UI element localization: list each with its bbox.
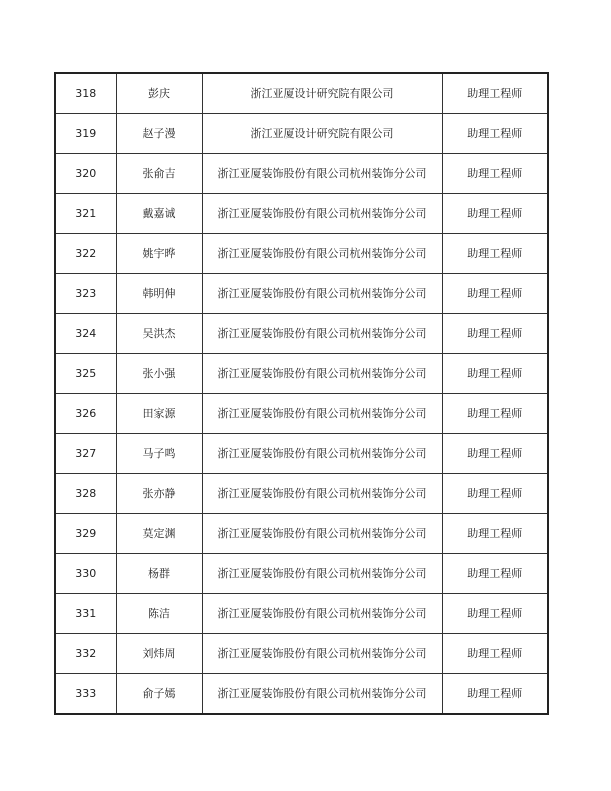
- title-cell: 助理工程师: [442, 674, 548, 715]
- table-row: [55, 114, 548, 154]
- row-number-cell: 320: [55, 154, 116, 194]
- name-cell: 吴洪杰: [116, 314, 202, 354]
- personnel-table: [54, 72, 549, 715]
- title-cell: 助理工程师: [442, 594, 548, 634]
- table-row: [55, 514, 548, 554]
- company-cell: 浙江亚厦设计研究院有限公司: [202, 114, 442, 154]
- company-cell: 浙江亚厦装饰股份有限公司杭州装饰分公司: [202, 674, 442, 715]
- row-number-cell: 326: [55, 394, 116, 434]
- company-cell: 浙江亚厦装饰股份有限公司杭州装饰分公司: [202, 314, 442, 354]
- company-cell: 浙江亚厦装饰股份有限公司杭州装饰分公司: [202, 594, 442, 634]
- company-cell: 浙江亚厦设计研究院有限公司: [202, 73, 442, 114]
- title-cell: 助理工程师: [442, 114, 548, 154]
- row-number-cell: 332: [55, 634, 116, 674]
- title-cell: 助理工程师: [442, 514, 548, 554]
- name-cell: 彭庆: [116, 73, 202, 114]
- company-cell: 浙江亚厦装饰股份有限公司杭州装饰分公司: [202, 634, 442, 674]
- title-cell: 助理工程师: [442, 274, 548, 314]
- name-cell: 莫定渊: [116, 514, 202, 554]
- name-cell: 田家源: [116, 394, 202, 434]
- company-cell: 浙江亚厦装饰股份有限公司杭州装饰分公司: [202, 554, 442, 594]
- table-row: [55, 434, 548, 474]
- name-cell: 韩明伸: [116, 274, 202, 314]
- name-cell: 张亦静: [116, 474, 202, 514]
- name-cell: 张俞吉: [116, 154, 202, 194]
- name-cell: 戴嘉诚: [116, 194, 202, 234]
- row-number-cell: 321: [55, 194, 116, 234]
- title-cell: 助理工程师: [442, 474, 548, 514]
- table-row: [55, 154, 548, 194]
- table-row: [55, 594, 548, 634]
- table-row: [55, 314, 548, 354]
- company-cell: 浙江亚厦装饰股份有限公司杭州装饰分公司: [202, 234, 442, 274]
- name-cell: 刘炜周: [116, 634, 202, 674]
- table-row: [55, 394, 548, 434]
- row-number-cell: 318: [55, 73, 116, 114]
- name-cell: 姚宇晔: [116, 234, 202, 274]
- title-cell: 助理工程师: [442, 73, 548, 114]
- row-number-cell: 327: [55, 434, 116, 474]
- title-cell: 助理工程师: [442, 154, 548, 194]
- row-number-cell: 331: [55, 594, 116, 634]
- title-cell: 助理工程师: [442, 354, 548, 394]
- name-cell: 马子鸣: [116, 434, 202, 474]
- row-number-cell: 333: [55, 674, 116, 715]
- name-cell: 陈洁: [116, 594, 202, 634]
- row-number-cell: 319: [55, 114, 116, 154]
- row-number-cell: 323: [55, 274, 116, 314]
- table-row: [55, 234, 548, 274]
- row-number-cell: 325: [55, 354, 116, 394]
- row-number-cell: 330: [55, 554, 116, 594]
- table-row: [55, 194, 548, 234]
- title-cell: 助理工程师: [442, 634, 548, 674]
- title-cell: 助理工程师: [442, 394, 548, 434]
- name-cell: 杨群: [116, 554, 202, 594]
- company-cell: 浙江亚厦装饰股份有限公司杭州装饰分公司: [202, 354, 442, 394]
- company-cell: 浙江亚厦装饰股份有限公司杭州装饰分公司: [202, 194, 442, 234]
- company-cell: 浙江亚厦装饰股份有限公司杭州装饰分公司: [202, 514, 442, 554]
- title-cell: 助理工程师: [442, 234, 548, 274]
- company-cell: 浙江亚厦装饰股份有限公司杭州装饰分公司: [202, 154, 442, 194]
- name-cell: 赵子漫: [116, 114, 202, 154]
- title-cell: 助理工程师: [442, 314, 548, 354]
- row-number-cell: 328: [55, 474, 116, 514]
- table-row: [55, 674, 548, 715]
- table-row: [55, 474, 548, 514]
- title-cell: 助理工程师: [442, 434, 548, 474]
- name-cell: 张小强: [116, 354, 202, 394]
- row-number-cell: 324: [55, 314, 116, 354]
- title-cell: 助理工程师: [442, 554, 548, 594]
- table-row: [55, 354, 548, 394]
- table-row: [55, 73, 548, 114]
- table-row: [55, 554, 548, 594]
- company-cell: 浙江亚厦装饰股份有限公司杭州装饰分公司: [202, 434, 442, 474]
- company-cell: 浙江亚厦装饰股份有限公司杭州装饰分公司: [202, 394, 442, 434]
- company-cell: 浙江亚厦装饰股份有限公司杭州装饰分公司: [202, 474, 442, 514]
- personnel-table-body: [55, 73, 548, 714]
- name-cell: 俞子嫣: [116, 674, 202, 715]
- title-cell: 助理工程师: [442, 194, 548, 234]
- row-number-cell: 322: [55, 234, 116, 274]
- row-number-cell: 329: [55, 514, 116, 554]
- company-cell: 浙江亚厦装饰股份有限公司杭州装饰分公司: [202, 274, 442, 314]
- table-row: [55, 274, 548, 314]
- table-row: [55, 634, 548, 674]
